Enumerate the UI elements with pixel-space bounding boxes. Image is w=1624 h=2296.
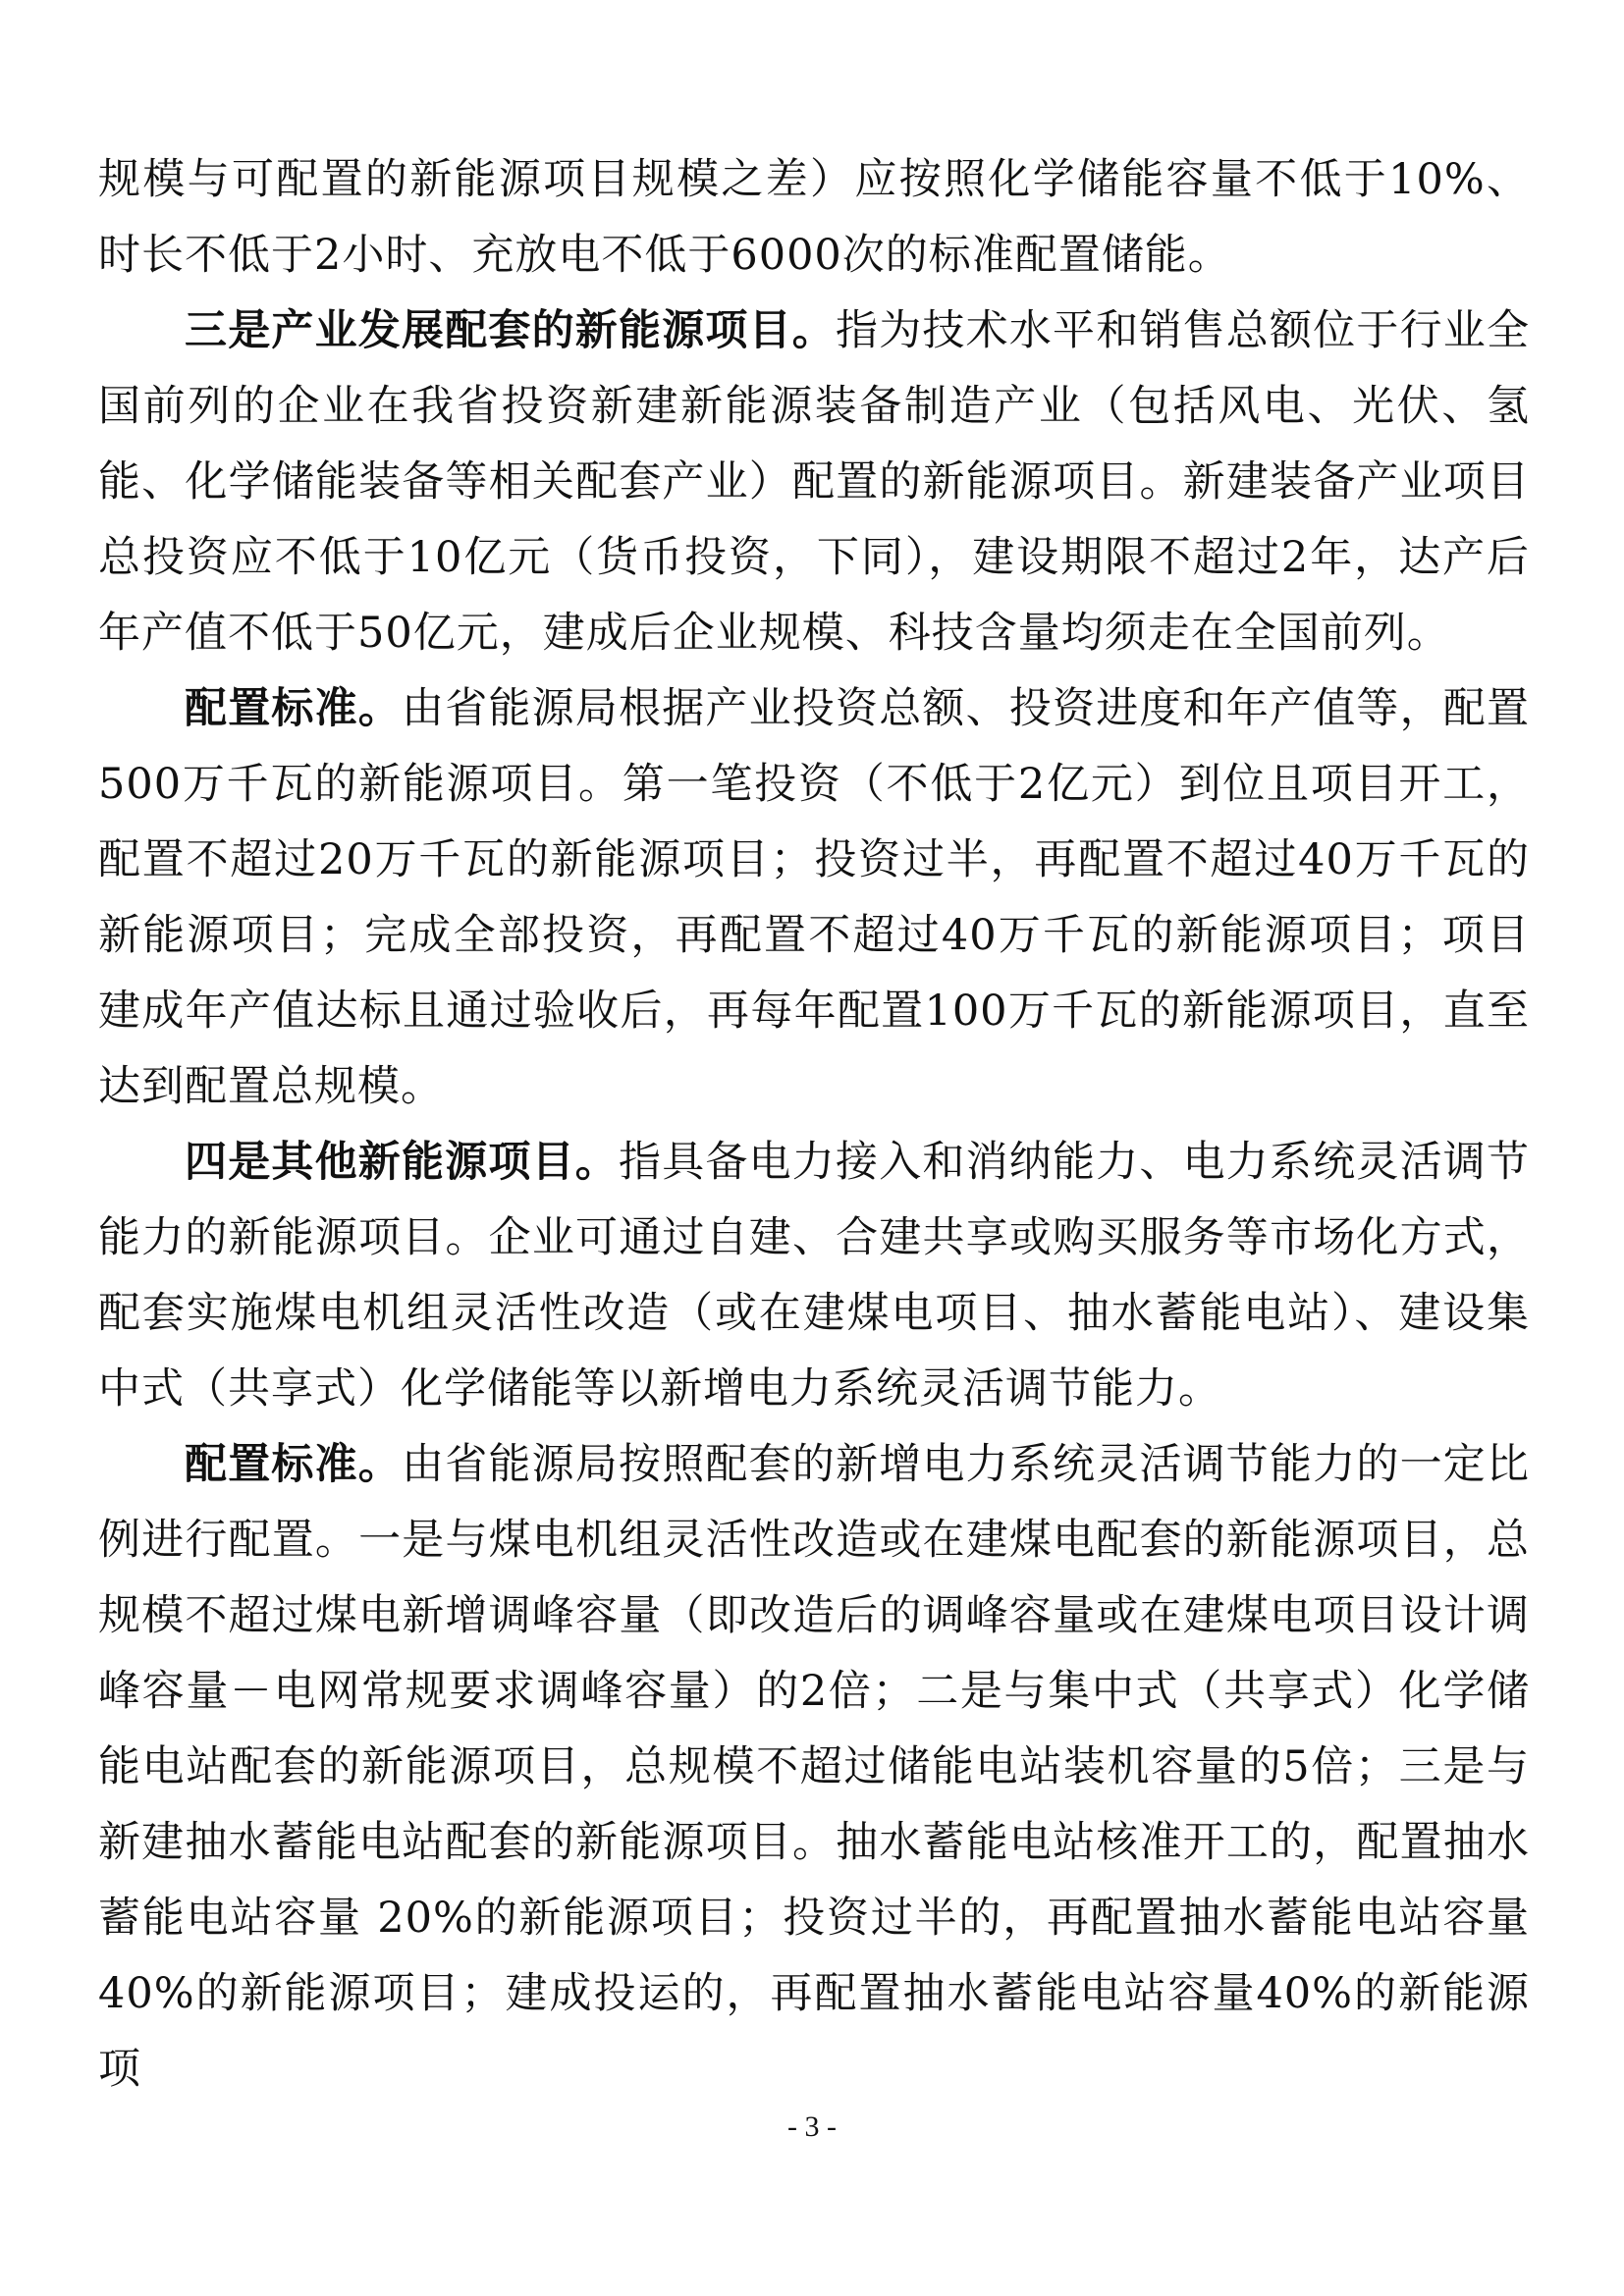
paragraph-4-lead: 四是其他新能源项目。 [185, 1138, 619, 1187]
paragraph-2 [98, 294, 1530, 671]
paragraph-5 [98, 1427, 1530, 2108]
document-body [98, 142, 1530, 2108]
paragraph-4-text: 指具备电力接入和消纳能力、电力系统灵活调节能力的新能源项目。企业可通过自建、合建共享或购买服务等市场化方式，配套实施煤电机组灵活性改造（或在建煤电项目、抽水蓄能电站）、建设集中式（共享式）化学储能等以新增电力系统灵活调节能力。 [98, 1138, 1530, 1414]
paragraph-3-text: 由省能源局根据产业投资总额、投资进度和年产值等，配置500万千瓦的新能源项目。第一笔投资（不低于2亿元）到位且项目开工，配置不超过20万千瓦的新能源项目；投资过半，再配置不超过40万千瓦的新能源项目；完成全部投资，再配置不超过40万千瓦的新能源项目；项目建成年产值达标且通过验收后，再每年配置100万千瓦的新能源项目，直至达到配置总规模。 [98, 684, 1530, 1111]
paragraph-3-lead: 配置标准。 [185, 684, 402, 733]
paragraph-1 [98, 142, 1530, 294]
paragraph-1-text: 规模与可配置的新能源项目规模之差）应按照化学储能容量不低于10%、时长不低于2小时、充放电不低于6000次的标准配置储能。 [98, 155, 1530, 280]
paragraph-5-lead: 配置标准。 [185, 1440, 402, 1489]
page-number: - 3 - [787, 2110, 837, 2143]
paragraph-2-text: 指为技术水平和销售总额位于行业全国前列的企业在我省投资新建新能源装备制造产业（包括风电、光伏、氢能、化学储能装备等相关配套产业）配置的新能源项目。新建装备产业项目总投资应不低于10亿元（货币投资，下同），建设期限不超过2年，达产后年产值不低于50亿元，建成后企业规模、科技含量均须走在全国前列。 [98, 306, 1530, 658]
paragraph-5-text: 由省能源局按照配套的新增电力系统灵活调节能力的一定比例进行配置。一是与煤电机组灵活性改造或在建煤电配套的新能源项目，总规模不超过煤电新增调峰容量（即改造后的调峰容量或在建煤电项目设计调峰容量－电网常规要求调峰容量）的2倍；二是与集中式（共享式）化学储能电站配套的新能源项目，总规模不超过储能电站装机容量的5倍；三是与新建抽水蓄能电站配套的新能源项目。抽水蓄能电站核准开工的，配置抽水蓄能电站容量 20%的新能源项目；投资过半的，再配置抽水蓄能电站容量40%的新能源项目；建成投运的，再配置抽水蓄能电站容量40%的新能源项 [98, 1440, 1530, 2094]
paragraph-3 [98, 671, 1530, 1125]
paragraph-4 [98, 1125, 1530, 1427]
paragraph-2-lead: 三是产业发展配套的新能源项目。 [185, 306, 836, 355]
